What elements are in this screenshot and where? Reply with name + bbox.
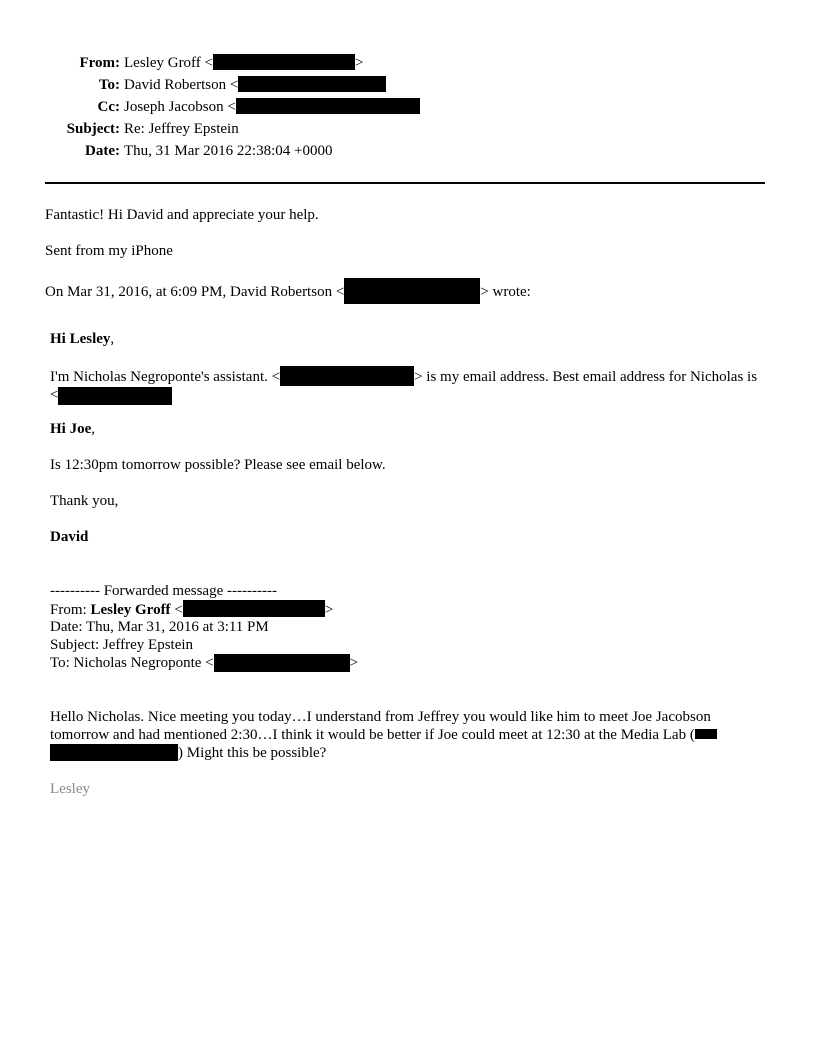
forwarded-from-name: Lesley Groff bbox=[90, 602, 171, 618]
redaction-block bbox=[58, 387, 172, 405]
to-name: David Robertson < bbox=[124, 77, 239, 93]
greeting-joe bbox=[50, 420, 95, 438]
greeting-joe-name: Hi Joe bbox=[50, 421, 92, 437]
to-value bbox=[124, 76, 386, 94]
greeting-punct: , bbox=[110, 331, 115, 347]
cc-value bbox=[124, 98, 420, 116]
message-line-3 bbox=[50, 744, 326, 762]
cc-label: Cc: bbox=[97, 99, 120, 115]
greeting-lesley bbox=[50, 330, 114, 348]
redaction-block bbox=[213, 54, 355, 70]
signature-david: David bbox=[50, 529, 89, 545]
header-cc-row bbox=[0, 98, 816, 120]
reply-line-1: Fantastic! Hi David and appreciate your help. bbox=[45, 207, 319, 223]
header-divider bbox=[45, 182, 765, 184]
from-value bbox=[124, 54, 363, 72]
greeting-punct: , bbox=[91, 421, 95, 437]
redaction-block bbox=[238, 76, 386, 92]
header-to-row bbox=[0, 76, 816, 98]
quote-intro bbox=[45, 278, 531, 304]
header-from-row bbox=[0, 54, 816, 76]
from-label: From: bbox=[79, 55, 120, 71]
header-date-row bbox=[0, 142, 816, 164]
quote-intro-end: > wrote: bbox=[480, 284, 531, 300]
redaction-block bbox=[280, 366, 414, 386]
date-label: Date: bbox=[85, 143, 120, 159]
greeting-lesley-name: Hi Lesley bbox=[50, 331, 111, 347]
date-value: Thu, 31 Mar 2016 22:38:04 +0000 bbox=[124, 143, 333, 159]
assistant-paragraph bbox=[50, 366, 765, 405]
quote-intro-text: On Mar 31, 2016, at 6:09 PM, David Robertson < bbox=[45, 284, 345, 300]
forwarded-from-close: > bbox=[324, 602, 334, 618]
thanks-line: Thank you, bbox=[50, 493, 119, 509]
forwarded-from-open: < bbox=[170, 602, 183, 618]
redaction-block bbox=[214, 654, 350, 672]
redaction-block bbox=[50, 744, 178, 761]
forwarded-to-close: > bbox=[349, 655, 359, 671]
redaction-block bbox=[183, 600, 325, 617]
subject-value: Re: Jeffrey Epstein bbox=[124, 121, 239, 137]
redaction-block bbox=[236, 98, 420, 114]
assistant-text-a: I'm Nicholas Negroponte's assistant. < bbox=[50, 369, 281, 385]
from-close: > bbox=[355, 55, 364, 71]
reply-line-2: Sent from my iPhone bbox=[45, 243, 173, 259]
forwarded-date: Date: Thu, Mar 31, 2016 at 3:11 PM bbox=[50, 619, 269, 635]
message-line-2-text: tomorrow and had mentioned 2:30…I think it would be better if Joe could meet at 12:30 at the Media Lab ( bbox=[50, 727, 695, 743]
forwarded-divider: ---------- Forwarded message ---------- bbox=[50, 583, 277, 599]
redaction-block bbox=[344, 278, 480, 304]
from-name: Lesley Groff < bbox=[124, 55, 213, 71]
header-subject-row bbox=[0, 120, 816, 142]
forwarded-from-label: From: bbox=[50, 602, 91, 618]
forwarded-from bbox=[50, 600, 333, 619]
message-line-3-text: ) Might this be possible? bbox=[178, 745, 327, 761]
message-line-2 bbox=[50, 726, 717, 744]
signature-lesley: Lesley bbox=[50, 781, 90, 797]
message-line-1: Hello Nicholas. Nice meeting you today…I understand from Jeffrey you would like him to meet Joe Jacobson bbox=[50, 709, 711, 725]
subject-label: Subject: bbox=[66, 121, 120, 137]
meeting-question: Is 12:30pm tomorrow possible? Please see email below. bbox=[50, 457, 386, 473]
redaction-block bbox=[695, 729, 717, 739]
forwarded-to bbox=[50, 654, 358, 672]
forwarded-subject: Subject: Jeffrey Epstein bbox=[50, 637, 194, 653]
to-label: To: bbox=[98, 77, 120, 93]
cc-name: Joseph Jacobson < bbox=[124, 99, 236, 115]
email-header bbox=[0, 54, 816, 164]
assistant-text-b: > is my email address. Best email address for Nicholas is < bbox=[50, 369, 758, 403]
forwarded-to-text: To: Nicholas Negroponte < bbox=[50, 655, 214, 671]
